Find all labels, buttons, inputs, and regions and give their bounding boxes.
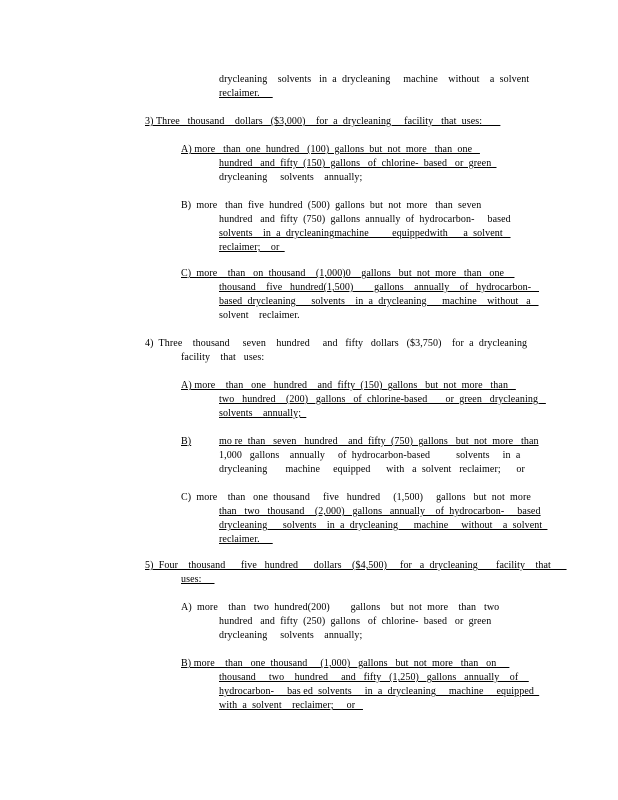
- text-line: uses:: [181, 574, 215, 585]
- text-line: reclaimer; or: [219, 242, 285, 253]
- text-line: hundred and fifty (250) gallons of chlorine- based or green: [219, 616, 492, 627]
- text-line: drycleaning solvents annually;: [219, 172, 363, 183]
- text-line: drycleaning solvents in a drycleaning machine without a solvent: [219, 520, 548, 531]
- text-line: C) more than one thousand five hundred (1,500) gallons but not more: [181, 492, 531, 503]
- text-line: reclaimer.: [219, 88, 273, 99]
- text-line: B): [181, 436, 192, 447]
- text-line: than two thousand (2,000) gallons annually of hydrocarbon- based: [219, 506, 541, 517]
- text-line: reclaimer.: [219, 534, 273, 545]
- text-line: B) more than one thousand (1,000) gallons but not more than on: [181, 658, 510, 669]
- text-line: 1,000 gallons annually of hydrocarbon-based solvents in a: [219, 450, 521, 461]
- text-line: A) more than two hundred(200) gallons but not more than two: [181, 602, 500, 613]
- text-line: A) more than one hundred and fifty (150) gallons but not more than: [181, 380, 516, 391]
- text-line: thousand two hundred and fifty (1,250) gallons annually of: [219, 672, 529, 683]
- text-line: hundred and fifty (150) gallons of chlorine- based or green: [219, 158, 497, 169]
- text-line: mo re than seven hundred and fifty (750) gallons but not more than: [219, 436, 539, 447]
- text-line: A) more than one hundred (100) gallons but not more than one: [181, 144, 480, 155]
- text-line: C) more than on thousand (1,000)0 gallons but not more than one: [181, 268, 515, 279]
- text-line: drycleaning solvents annually;: [219, 630, 363, 641]
- text-line: solvents annually;: [219, 408, 307, 419]
- text-line: drycleaning machine equipped with a solvent reclaimer; or: [219, 464, 525, 475]
- text-line: 5) Four thousand five hundred dollars ($4,500) for a drycleaning facility that: [145, 560, 567, 571]
- text-line: hydrocarbon- bas ed solvents in a drycleaning machine equipped: [219, 686, 540, 697]
- text-line: B) more than five hundred (500) gallons but not more than seven: [181, 200, 482, 211]
- text-line: facility that uses:: [181, 352, 265, 363]
- text-line: thousand five hundred(1,500) gallons annually of hydrocarbon-: [219, 282, 540, 293]
- text-line: with a solvent reclaimer; or: [219, 700, 363, 711]
- text-line: solvents in a drycleaningmachine equippedwith a solvent: [219, 228, 511, 239]
- text-line: solvent reclaimer.: [219, 310, 300, 321]
- text-line: drycleaning solvents in a drycleaning machine without a solvent: [219, 74, 530, 85]
- text-line: hundred and fifty (750) gallons annually of hydrocarbon- based: [219, 214, 511, 225]
- text-line: based drycleaning solvents in a drycleaning machine without a: [219, 296, 539, 307]
- text-line: two hundred (200) gallons of chlorine-based or green drycleaning: [219, 394, 546, 405]
- text-line: 4) Three thousand seven hundred and fifty dollars ($3,750) for a drycleaning: [145, 338, 528, 349]
- text-line: 3) Three thousand dollars ($3,000) for a drycleaning facility that uses:: [145, 116, 501, 127]
